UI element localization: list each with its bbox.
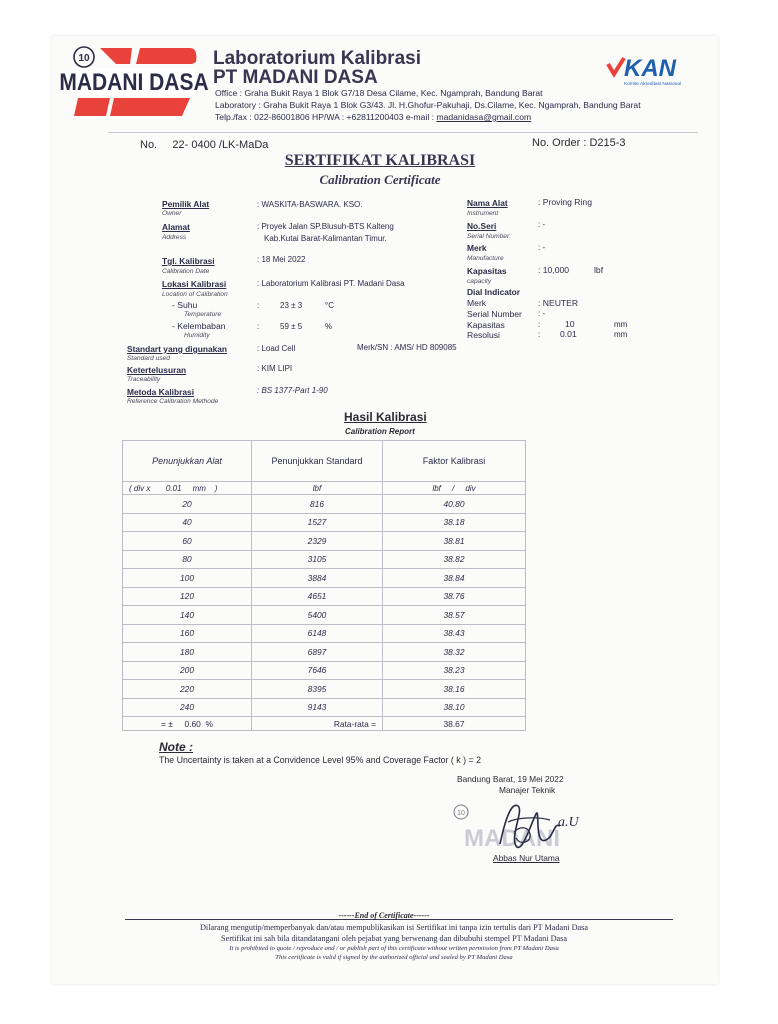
address-value-2: Kab.Kutai Barat-Kalimantan Timur. [264,234,387,243]
signatory-name: Abbas Nur Utama [493,853,560,863]
table-cell: 40 [123,513,252,532]
table-row [123,513,526,532]
temperature-value: 23 ± 3 [280,301,303,310]
dial-resolution-unit: mm [614,330,628,339]
location-label: Lokasi Kalibrasi [162,279,227,289]
column-header: Penunjukkan Standard [252,441,383,482]
table-row [123,661,526,680]
contact-line [215,112,531,122]
table-cell: 7646 [252,661,383,680]
table-row [123,606,526,625]
table-cell: 6148 [252,624,383,643]
madani-dasa-logo [59,44,209,120]
dial-merk-value: : NEUTER [538,298,579,308]
table-cell: 9143 [252,698,383,717]
contact-phone: Telp./fax : 022-86001806 HP/WA : +62811200403 e-mail : [215,112,437,122]
table-cell: 38.57 [383,606,526,625]
capacity-unit: lbf [594,265,604,275]
address-value-1: : Proyek Jalan SP.Blusuh-BTS Kalteng [257,222,394,231]
svg-text:MADANI DASA: MADANI DASA [59,68,209,96]
office-address: Office : Graha Bukit Raya 1 Blok G7/18 Desa Cilame, Kec. Ngamprah, Bandung Barat [215,88,543,98]
dial-merk-label: Merk [467,298,487,308]
traceability-value: : KIM LIPI [257,364,293,373]
standard-sublabel: Standard used [127,355,170,362]
signature-stamp [450,796,590,860]
table-units-row [123,482,526,495]
table-cell: 5400 [252,606,383,625]
dial-capacity-unit: mm [614,320,628,329]
note-heading: Note : [159,740,193,754]
dial-resolution-value: 0.01 [560,329,577,339]
table-cell: 38.76 [383,587,526,606]
signature-role: Manajer Teknik [499,785,556,795]
table-footer-row [123,717,526,731]
table-cell: 120 [123,587,252,606]
unit-cell: ( div x 0.01 mm ) [123,482,252,495]
table-cell: 60 [123,532,252,551]
traceability-sublabel: Traceability [127,376,161,383]
standard-label: Standart yang digunakan [127,344,228,354]
humidity-unit: % [325,322,333,331]
table-cell: 3884 [252,569,383,588]
table-cell: 8395 [252,680,383,699]
calibration-date-label: Tgl. Kalibrasi [162,256,215,266]
disclaimer-line-3: It is prohibited to quote / reproduce and / or publish part of this certificate without written permission from PT Madani Dasa [229,945,559,952]
table-cell: 200 [123,661,252,680]
humidity-label: - Kelembaban [172,321,226,331]
owner-label: Pemilik Alat [162,199,210,209]
capacity-value: : 10,000 [538,265,570,275]
serial-label: No.Seri [467,221,497,231]
owner-value: : WASKITA-BASWARA. KSO. [257,200,363,209]
standard-merk: Merk/SN : AMS/ HD 809085 [357,343,457,352]
table-row [123,495,526,514]
table-cell: 38.43 [383,624,526,643]
svg-text:MADANI: MADANI [464,825,560,852]
table-cell: 20 [123,495,252,514]
table-cell: 38.16 [383,680,526,699]
table-cell: 3105 [252,550,383,569]
location-sublabel: Location of Calibration [162,291,228,298]
calibration-date-value: : 18 Mei 2022 [257,255,306,264]
method-value: : BS 1377-Part 1-90 [257,386,328,395]
serial-value: : - [538,220,546,229]
average-value: 38.67 [383,717,526,731]
table-row [123,680,526,699]
table-row [123,550,526,569]
instrument-value: : Proving Ring [538,197,592,207]
svg-text:a.U: a.U [558,815,579,830]
dial-capacity-value: 10 [565,319,575,329]
svg-text:KAN: KAN [624,55,676,82]
table-header-row [123,441,526,482]
footer-cell: = ± 0.60 % [123,717,252,731]
end-of-certificate: ------End of Certificate------ [338,911,430,920]
svg-text:10: 10 [457,810,465,817]
method-sublabel: Reference Calibration Methode [127,398,219,405]
temperature-label: - Suhu [172,300,198,310]
table-cell: 38.10 [383,698,526,717]
address-sublabel: Address [162,234,187,241]
dial-capacity-label: Kapasitas [467,320,505,330]
table-cell: 38.18 [383,513,526,532]
traceability-label: Ketertelusuran [127,365,187,375]
table-cell: 40.80 [383,495,526,514]
order-number: No. Order : D215-3 [532,137,626,149]
table-cell: 160 [123,624,252,643]
owner-sublabel: Owner [162,210,182,217]
table-row [123,698,526,717]
dial-serial-value: : - [538,309,546,318]
instrument-label: Nama Alat [467,198,508,208]
calibration-table [122,440,526,731]
company-name: PT MADANI DASA [213,67,378,88]
note-text: The Uncertainty is taken at a Convidence Level 95% and Coverage Factor ( k ) = 2 [159,755,481,765]
lab-name: Laboratorium Kalibrasi [213,48,421,69]
header-divider [108,132,698,133]
disclaimer-line-1: Dilarang mengutip/memperbanyak dan/atau mempublikasikan isi Sertifikat ini tanpa izin tertulis dari PT Madani Dasa [200,923,588,932]
standard-value: : Load Cell [257,344,296,353]
humidity-sublabel: Humidity [184,332,210,339]
temperature-unit: °C [325,301,334,310]
dial-resolution-label: Resolusi [467,330,500,340]
merk-label: Merk [467,243,487,253]
table-cell: 38.81 [383,532,526,551]
serial-sublabel: Serial Number [467,233,510,240]
disclaimer-line-2: Sertifikat ini sah bila ditandatangani oleh pejabat yang berwenang dan dibubuhi stempel PT Madani Dasa [221,934,567,943]
kan-logo [604,52,696,88]
table-cell: 1527 [252,513,383,532]
table-cell: 38.82 [383,550,526,569]
certificate-number: No. 22- 0400 /LK-MaDa [140,139,269,151]
table-cell: 100 [123,569,252,588]
temperature-colon: : [257,301,260,310]
disclaimer-line-4: This certificate is valid if signed by the authorized official and sealed by PT Madani Dasa [275,954,513,961]
table-cell: 38.84 [383,569,526,588]
dial-serial-label: Serial Number [467,309,522,319]
footer-cell: Rata-rata = [252,717,383,731]
certificate-title: SERTIFIKAT KALIBRASI [284,152,476,169]
location-value: : Laboratorium Kalibrasi PT. Madani Dasa [257,279,405,288]
report-title: Hasil Kalibrasi [344,410,427,424]
contact-email[interactable]: madanidasa@gmail.com [436,112,532,122]
humidity-colon: : [257,322,260,331]
table-row [123,569,526,588]
method-label: Metoda Kalibrasi [127,387,195,397]
table-cell: 816 [252,495,383,514]
signature-place-date: Bandung Barat, 19 Mei 2022 [457,774,564,784]
table-cell: 38.23 [383,661,526,680]
unit-cell: lbf / div [383,482,526,495]
table-cell: 180 [123,643,252,662]
table-cell: 140 [123,606,252,625]
address-label: Alamat [162,222,190,232]
table-row [123,624,526,643]
temperature-sublabel: Temperature [184,311,222,318]
column-header: Penunjukkan Alat [123,441,252,482]
certificate-subtitle: Calibration Certificate [319,172,441,187]
table-cell: 240 [123,698,252,717]
dial-indicator-title: Dial Indicator [467,287,521,297]
capacity-sublabel: capacity [467,278,492,285]
dial-resolution-colon: : [538,330,541,339]
instrument-sublabel: Instrument [467,210,499,217]
table-row [123,532,526,551]
table-row [123,587,526,606]
calibration-date-sublabel: Calibration Date [162,268,210,275]
table-cell: 38.32 [383,643,526,662]
laboratory-address: Laboratory : Graha Bukit Raya 1 Blok G3/43. Jl. H.Ghofur-Pakuhaji, Ds.Cilame, Kec. Ngamprah, Bandung Barat [215,100,641,110]
table-cell: 220 [123,680,252,699]
column-header: Faktor Kalibrasi [383,441,526,482]
table-cell: 4651 [252,587,383,606]
svg-text:Komite Akreditasi Nasional: Komite Akreditasi Nasional [624,82,682,87]
merk-value: : - [538,243,546,252]
table-cell: 2329 [252,532,383,551]
table-cell: 6897 [252,643,383,662]
svg-text:10: 10 [78,53,90,64]
dial-capacity-colon: : [538,320,541,329]
capacity-label: Kapasitas [467,266,507,276]
merk-sublabel: Manufacture [467,255,504,262]
table-row [123,643,526,662]
humidity-value: 59 ± 5 [280,322,303,331]
table-cell: 80 [123,550,252,569]
report-subtitle: Calibration Report [345,427,415,436]
unit-cell: lbf [252,482,383,495]
